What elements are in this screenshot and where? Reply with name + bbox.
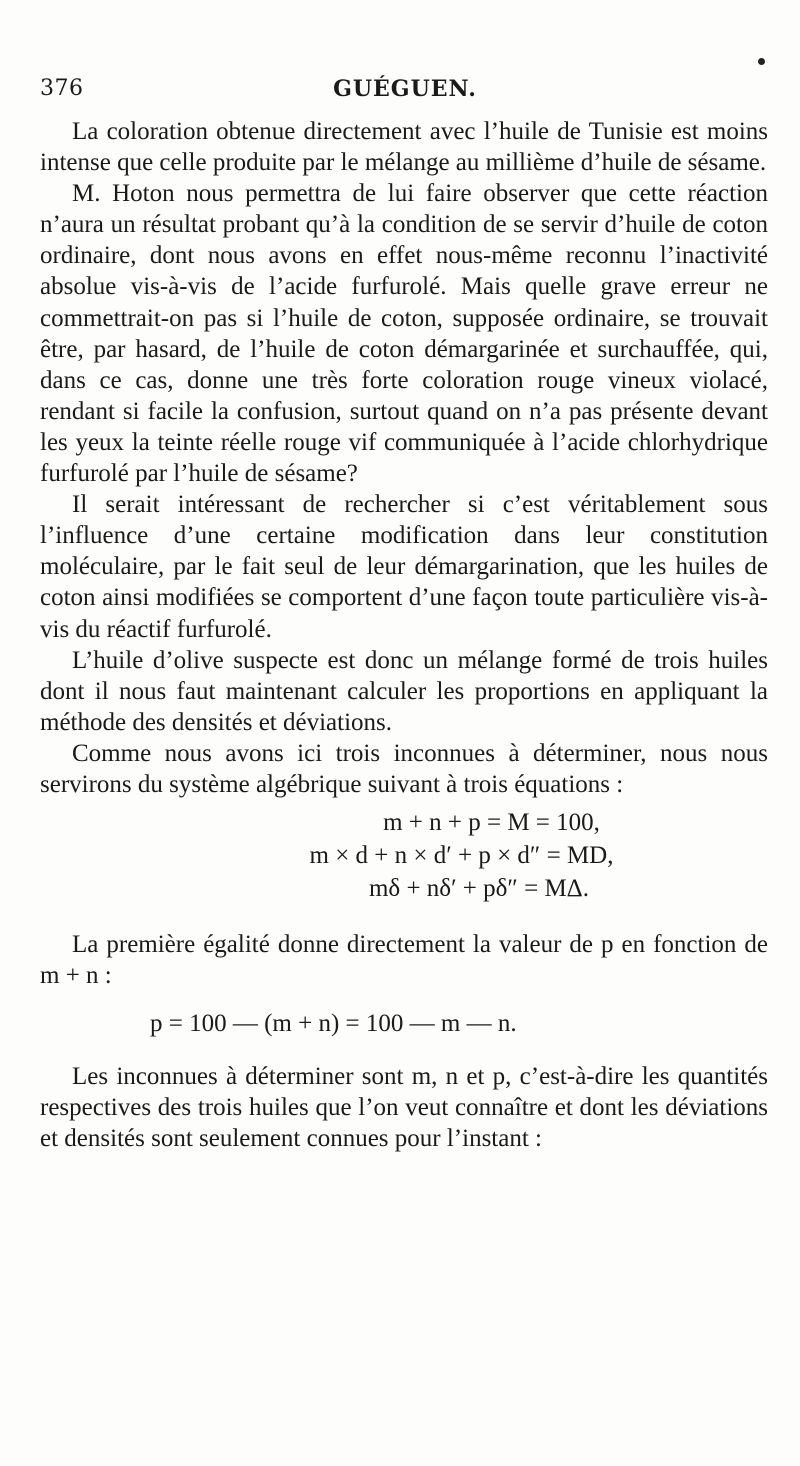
page-number: 376: [40, 76, 84, 101]
running-head-author: GUÉGUEN.: [333, 76, 477, 102]
paragraph-hoton-remark: M. Hoton nous permettra de lui faire observer que cette réaction n’aura un résultat probant qu’à la condition de se servir d’huile de coton ordinaire, dont nous avons en effet nous-même reconnu l’inactivité absolue vis-à-vis de l’acide furfurolé. Mais quelle grave erreur ne commettrait-on pas si l’huile de coton, supposée ordinaire, se trouvait être, par hasard, de l’huile de coton démargarinée et surchauffée, qui, dans ce cas, donne une très forte coloration rouge vineux violacé, rendant si facile la confusion, surtout quand on n’a pas présente devant les yeux la teinte réelle rouge vif communiquée à l’acide chlorhydrique furfurolé par l’huile de sésame?: [40, 180, 768, 488]
equation-sum: m + n + p = M = 100,: [383, 809, 600, 837]
paragraph-first-equality: La première égalité donne directement la valeur de p en fonction de m + n :: [40, 931, 768, 990]
paragraph-system-intro: Comme nous avons ici trois inconnues à déterminer, nous nous servirons du système algébrique suivant à trois équations :: [40, 739, 768, 798]
paragraph-demargarination: Il serait intéressant de rechercher si c’est véritablement sous l’influence d’une certaine modification dans leur constitution moléculaire, par le fait seul de leur démargarination, que les huiles de coton ainsi modifiées se comportent d’une façon toute particulière vis-à-vis du réactif furfurolé.: [40, 491, 768, 643]
body-text: [40, 116, 768, 1155]
paragraph-olive-mixture: L’huile d’olive suspecte est donc un mélange formé de trois huiles dont il nous faut maintenant calculer les proportions en appliquant la méthode des densités et déviations.: [40, 646, 768, 736]
equation-deviation: mδ + nδ′ + pδ″ = MΔ.: [368, 875, 590, 903]
ink-speck: [758, 58, 765, 65]
equation-system: [40, 806, 768, 905]
equation-density: m × d + n × d′ + p × d″ = MD,: [309, 842, 614, 870]
equation-p: p = 100 — (m + n) = 100 — m — n.: [150, 1010, 517, 1038]
running-head: [40, 76, 770, 106]
paragraph-tunisia-oil: La coloration obtenue directement avec l’huile de Tunisie est moins intense que celle produite par le mélange au millième d’huile de sésame.: [40, 118, 768, 177]
paragraph-unknowns: Les inconnues à déterminer sont m, n et p, c’est-à-dire les quantités respectives des trois huiles que l’on veut connaître et dont les déviations et densités sont seulement connues pour l’instant :: [40, 1063, 768, 1153]
